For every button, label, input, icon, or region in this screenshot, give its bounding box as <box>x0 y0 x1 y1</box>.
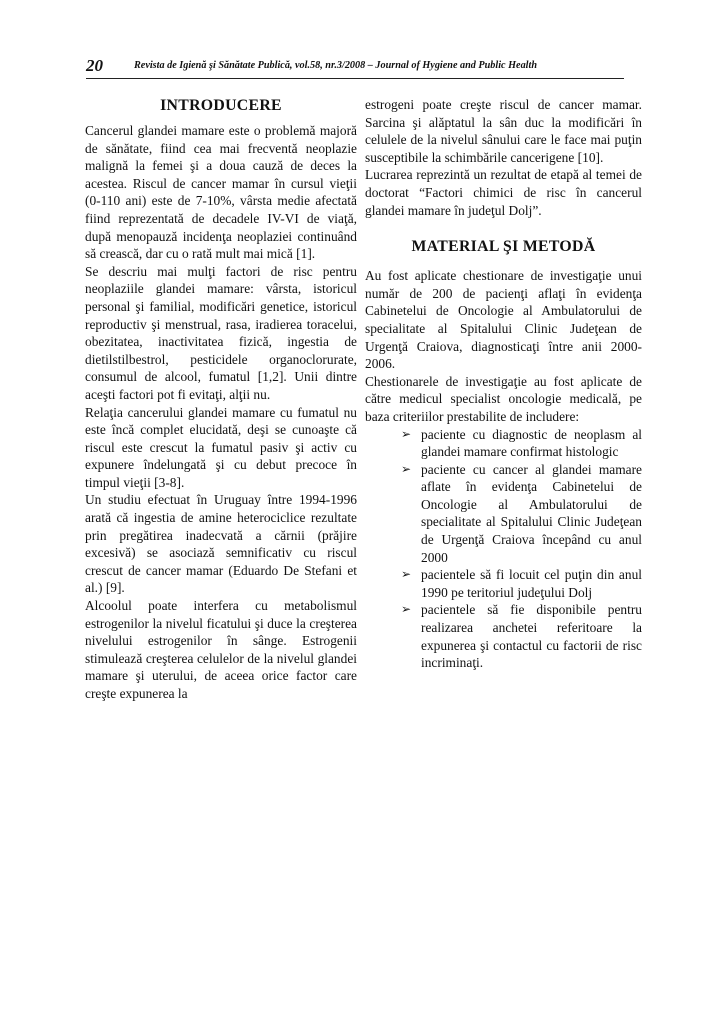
intro-paragraph-4: Un studiu efectuat în Uruguay între 1994-1996 arată că ingestia de amine heterociclice rezultate prin pregătirea inadecvată a cărnii (prăjire excesivă) se asociază semnificativ cu riscul crescut de cancer mamar (Eduardo De Stefani et al.) [9]. <box>85 492 357 596</box>
criterion-text: pacientele să fi locuit cel puţin din anul 1990 pe teritoriul judeţului Dolj <box>421 567 642 600</box>
left-column <box>85 96 357 703</box>
inclusion-criteria-list <box>365 426 642 672</box>
section-heading-introducere: INTRODUCERE <box>160 97 282 114</box>
arrow-bullet-icon: ➢ <box>401 602 412 617</box>
right-column <box>365 96 642 672</box>
list-item <box>401 426 642 461</box>
intro-continuation-paragraph: estrogeni poate creşte riscul de cancer mamar. Sarcina şi alăptatul la sân duc la modificări în celulele de la nivelul sânului care le face mai puţin susceptibile la schimbările cancerigene [10]. <box>365 97 642 165</box>
section-heading-material-metoda: MATERIAL ŞI METODĂ <box>411 238 596 256</box>
page-number: 20 <box>86 56 103 75</box>
list-item <box>401 601 642 671</box>
arrow-bullet-icon: ➢ <box>401 426 412 441</box>
intro-paragraph-5: Alcoolul poate interfera cu metabolismul estrogenilor la nivelul ficatului şi duce la creşterea nivelului estrogenilor în sânge. Estrogenii stimulează creşterea celulelor de la nivelul glandei mamare şi uterului, de aceea orice factor care creşte expunerea la <box>85 598 357 701</box>
running-header <box>86 56 642 76</box>
intro-paragraph-1: Cancerul glandei mamare este o problemă majoră de sănătate, fiind cea mai frecventă neoplazie malignă la femei şi a doua cauză de deces la acestea. Riscul de cancer mamar în cursul vieţii (0-110 ani) este de 7-10%, vârsta medie afectată fiind reprezentată de decadele IV-VI de viaţă, după menopauză incidenţa neoplaziei continuând să crească, dar cu o rată mult mai mică [1]. <box>85 123 357 262</box>
criterion-text: pacientele să fie disponibile pentru realizarea anchetei referitoare la expunerea şi contactul cu factorii de risc incriminaţi. <box>421 602 642 671</box>
thesis-note-paragraph: Lucrarea reprezintă un rezultat de etapă al temei de doctorat “Factori chimici de risc în cancerul glandei mamare în judeţul Dolj”. <box>365 167 642 218</box>
list-item <box>401 566 642 601</box>
list-item <box>401 461 642 567</box>
arrow-bullet-icon: ➢ <box>401 567 412 582</box>
criterion-text: paciente cu diagnostic de neoplasm al glandei mamare confirmat histologic <box>421 426 642 460</box>
method-paragraph-1: Au fost aplicate chestionare de investigaţie unui număr de 200 de pacienţi aflaţi în evidenţa Cabinetelui de Oncologie al Ambulatorului de specialitate al Spitalului Clinic Judeţean de Urgenţă Craiova, diagnosticaţi între anii 2000-2006. <box>365 268 642 372</box>
intro-paragraph-3: Relaţia cancerului glandei mamare cu fumatul nu este încă complet elucidată, deşi se cunoaşte că riscul este crescut la fumatul pasiv şi activ cu expunere îndelungată şi cu debut precoce în timpul vieţii [3-8]. <box>85 404 357 490</box>
arrow-bullet-icon: ➢ <box>401 461 412 476</box>
method-paragraph-2: Chestionarele de investigaţie au fost aplicate de către medicul specialist oncologie medicală, pe baza criteriilor prestabilite de includere: <box>365 373 642 424</box>
criterion-text: paciente cu cancer al glandei mamare aflate în evidenţa Cabinetelui de Oncologie al Ambulatorului de specialitate al Spitalului Clinic Judeţean de Urgenţă Craiova începând cu anul 2000 <box>421 461 642 565</box>
journal-title: Revista de Igienă şi Sănătate Publică, vol.58, nr.3/2008 – Journal of Hygiene and Public Health <box>134 60 537 71</box>
header-divider <box>86 78 624 79</box>
intro-paragraph-2: Se descriu mai mulţi factori de risc pentru neoplaziile glandei mamare: vârsta, istoricul personal şi familial, modificări genetice, istoricul reproductiv şi menstrual, rasa, iradierea toracelui, obezitatea, inactivitatea fizică, ingestia de dietilstilbestrol, pesticidele organoclorurate, consumul de alcool, fumatul [1,2]. Unii dintre aceşti factori pot fi evitaţi, alţii nu. <box>85 263 357 402</box>
